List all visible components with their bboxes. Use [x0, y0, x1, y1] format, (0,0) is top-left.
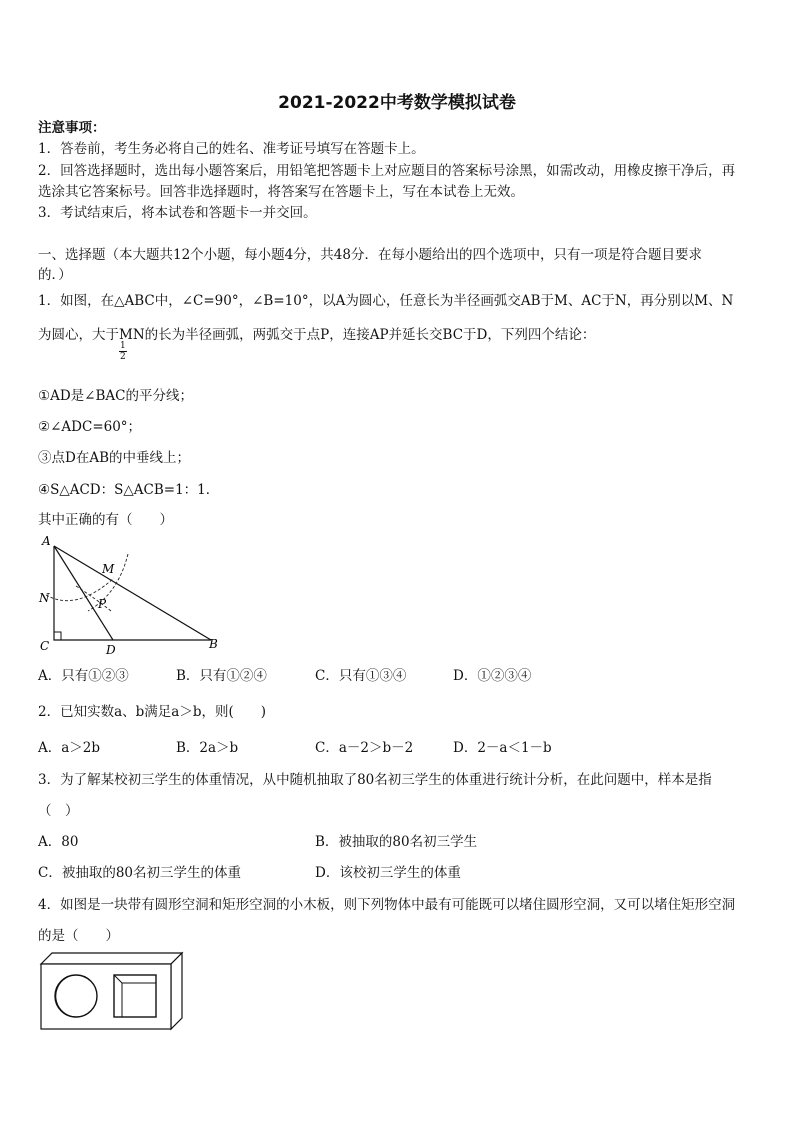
label-n: N — [39, 591, 50, 605]
q1-option-c[interactable]: C．只有①③④ — [315, 668, 407, 684]
section1-heading: 一、选择题（本大题共12个小题，每小题4分，共48分．在每小题给出的四个选项中，只有一项是符合题目要求 — [38, 247, 702, 263]
notice-item-1: 1．答卷前，考生务必将自己的姓名、准考证号填写在答题卡上。 — [38, 141, 425, 157]
hypotenuse-ab — [54, 546, 211, 640]
board-top-face — [41, 953, 182, 964]
q1-conclusion-1: ①AD是∠BAC的平分线； — [38, 388, 193, 404]
notice-item-2-cont: 选涂其它答案标号。回答非选择题时，将答案写在答题卡上，写在本试卷上无效。 — [38, 184, 524, 200]
q2-stem: 2．已知实数a、b满足a＞b，则( ) — [38, 704, 267, 720]
fraction-denominator: 2 — [120, 352, 126, 362]
label-a: A — [42, 534, 51, 548]
q1-fraction — [119, 341, 127, 362]
q1-triangle-figure — [36, 532, 220, 658]
q1-option-b[interactable]: B．只有①②④ — [176, 668, 267, 684]
q4-stem-line2: 的是（ ） — [38, 928, 119, 944]
q1-option-d[interactable]: D．①②③④ — [453, 668, 532, 684]
q1-conclusion-4: ④S△ACD：S△ACB=1：1． — [38, 482, 220, 498]
label-d: D — [106, 643, 116, 657]
q1-stem-line1: 1．如图，在△ABC中，∠C=90°，∠B=10°，以A为圆心，任意长为半径画弧交AB于M、AC于N，再分别以M、N — [38, 293, 734, 309]
q2-option-a[interactable]: A．a＞2b — [38, 740, 101, 756]
q3-stem-line2: （ ） — [38, 803, 79, 819]
bisector-ad — [54, 546, 113, 640]
q3-option-b[interactable]: B．被抽取的80名初三学生 — [315, 834, 478, 850]
q1-stem-line2: 为圆心，大于MN的长为半径画弧，两弧交于点P，连接AP并延长交BC于D，下列四个结论： — [38, 327, 596, 343]
q1-question: 其中正确的有（ ） — [38, 512, 173, 528]
q4-wooden-board-figure — [38, 950, 184, 1032]
notice-heading: 注意事项： — [38, 120, 106, 136]
right-angle-mark — [54, 632, 61, 640]
q1-conclusion-2: ②∠ADC=60°； — [38, 419, 142, 435]
notice-item-3: 3．考试结束后，将本试卷和答题卡一并交回。 — [38, 205, 317, 221]
q3-option-a[interactable]: A．80 — [38, 834, 79, 850]
fraction-numerator: 1 — [120, 341, 126, 351]
q3-option-c[interactable]: C．被抽取的80名初三学生的体重 — [38, 865, 242, 881]
label-m: M — [102, 562, 115, 576]
label-c: C — [40, 639, 50, 653]
q3-option-d[interactable]: D．该校初三学生的体重 — [315, 865, 461, 881]
section1-heading-cont: 的．） — [38, 267, 72, 283]
q4-stem-line1: 4．如图是一块带有圆形空洞和矩形空洞的小木板，则下列物体中最有可能既可以堵住圆形空洞，又可以堵住矩形空洞 — [38, 897, 736, 913]
q1-conclusion-3: ③点D在AB的中垂线上； — [38, 450, 190, 466]
board-side-face — [171, 953, 182, 1029]
notice-item-2: 2．回答选择题时，选出每小题答案后，用铅笔把答题卡上对应题目的答案标号涂黑，如需改动，用橡皮擦干净后，再 — [38, 163, 736, 179]
q3-stem-line1: 3．为了解某校初三学生的体重情况，从中随机抽取了80名初三学生的体重进行统计分析，在此问题中，样本是指 — [38, 772, 712, 788]
label-b: B — [209, 637, 218, 651]
label-p: P — [98, 597, 107, 611]
q2-option-d[interactable]: D．2－a＜1－b — [453, 740, 552, 756]
q2-option-b[interactable]: B．2a＞b — [176, 740, 239, 756]
page-title: 2021-2022中考数学模拟试卷 — [278, 93, 516, 113]
q1-option-a[interactable]: A．只有①②③ — [38, 668, 129, 684]
q2-option-c[interactable]: C．a－2＞b－2 — [315, 740, 414, 756]
